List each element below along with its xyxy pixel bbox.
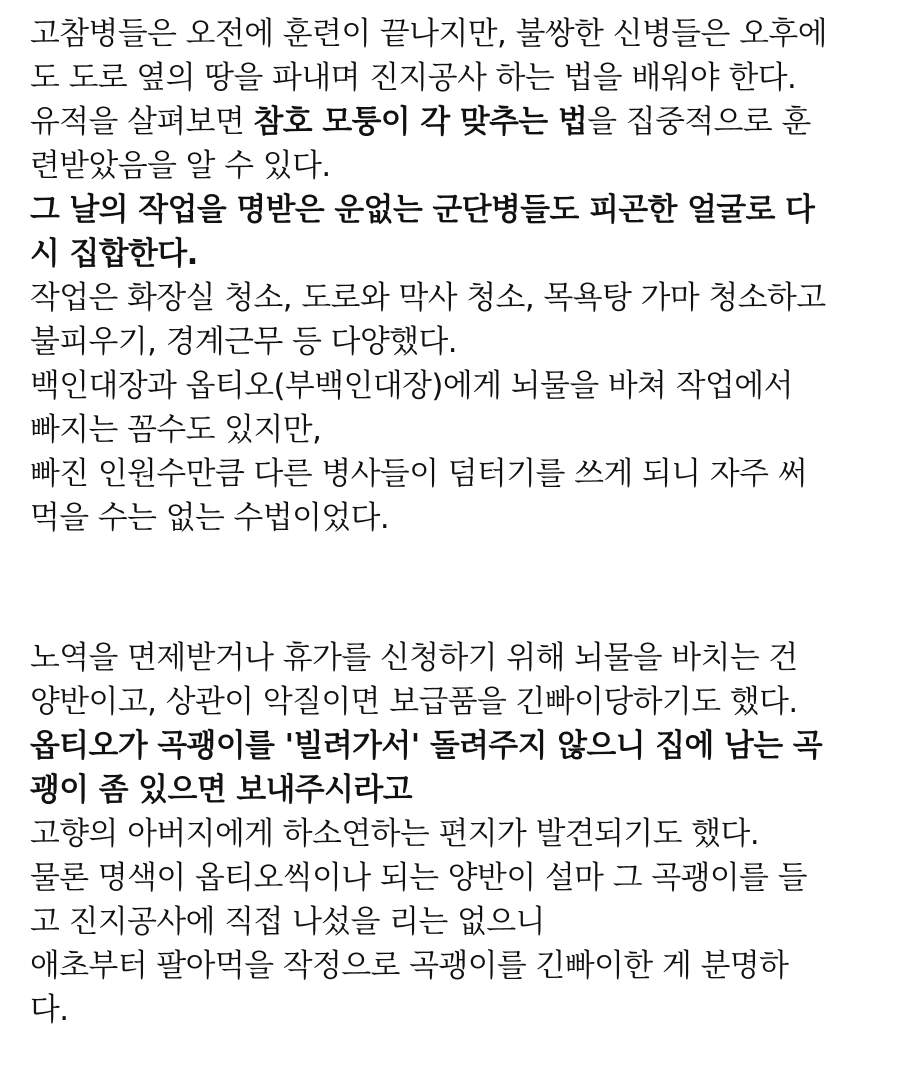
text-line: 고향의 아버지에게 하소연하는 편지가 발견되기도 했다. [30,816,760,852]
text-line: 고참병들은 오전에 훈련이 끝나지만, 불쌍한 신병들은 오후에 [30,16,827,52]
text-line: 도 도로 옆의 땅을 파내며 진지공사 하는 법을 배워야 한다. [30,60,797,96]
document-body [30,0,890,1032]
text-line: 빠지는 꼼수도 있지만, [30,412,322,448]
text-line: 먹을 수는 없는 수법이었다. [30,500,390,536]
paragraph-spacer [30,540,890,636]
bold-text-line: 그 날의 작업을 명받은 운없는 군단병들도 피곤한 얼굴로 다 [30,192,815,228]
text-line: 련받았음을 알 수 있다. [30,148,331,184]
text-line: 작업은 화장실 청소, 도로와 막사 청소, 목욕탕 가마 청소하고 [30,280,826,316]
text-line: 고 진지공사에 직접 나섰을 리는 없으니 [30,904,545,940]
text-line: 애초부터 팔아먹을 작정으로 곡괭이를 긴빠이한 게 분명하 [30,948,789,984]
text-line: 노역을 면제받거나 휴가를 신청하기 위해 뇌물을 바치는 건 [30,640,798,676]
text-run: 유적을 살펴보면 [30,104,254,140]
text-line: 빠진 인원수만큼 다른 병사들이 덤터기를 쓰게 되니 자주 써 [30,456,808,492]
text-line [30,100,885,144]
bold-text-line: 옵티오가 곡괭이를 '빌려가서' 돌려주지 않으니 집에 남는 곡 [30,728,823,764]
paragraph-2 [30,636,890,1032]
text-line: 양반이고, 상관이 악질이면 보급품을 긴빠이당하기도 했다. [30,684,798,720]
bold-text-run: 참호 모퉁이 각 맞추는 법 [253,104,588,140]
text-line: 불피우기, 경계근무 등 다양했다. [30,324,458,360]
bold-text-line: 괭이 좀 있으면 보내주시라고 [30,772,413,808]
text-line: 물론 명색이 옵티오씩이나 되는 양반이 설마 그 곡괭이를 들 [30,860,808,896]
paragraph-1 [30,12,890,540]
text-run: 을 집중적으로 훈 [587,104,811,140]
bold-text-line: 시 집합한다. [30,236,198,272]
text-line: 백인대장과 옵티오(부백인대장)에게 뇌물을 바쳐 작업에서 [30,368,793,404]
text-line: 다. [30,992,69,1028]
